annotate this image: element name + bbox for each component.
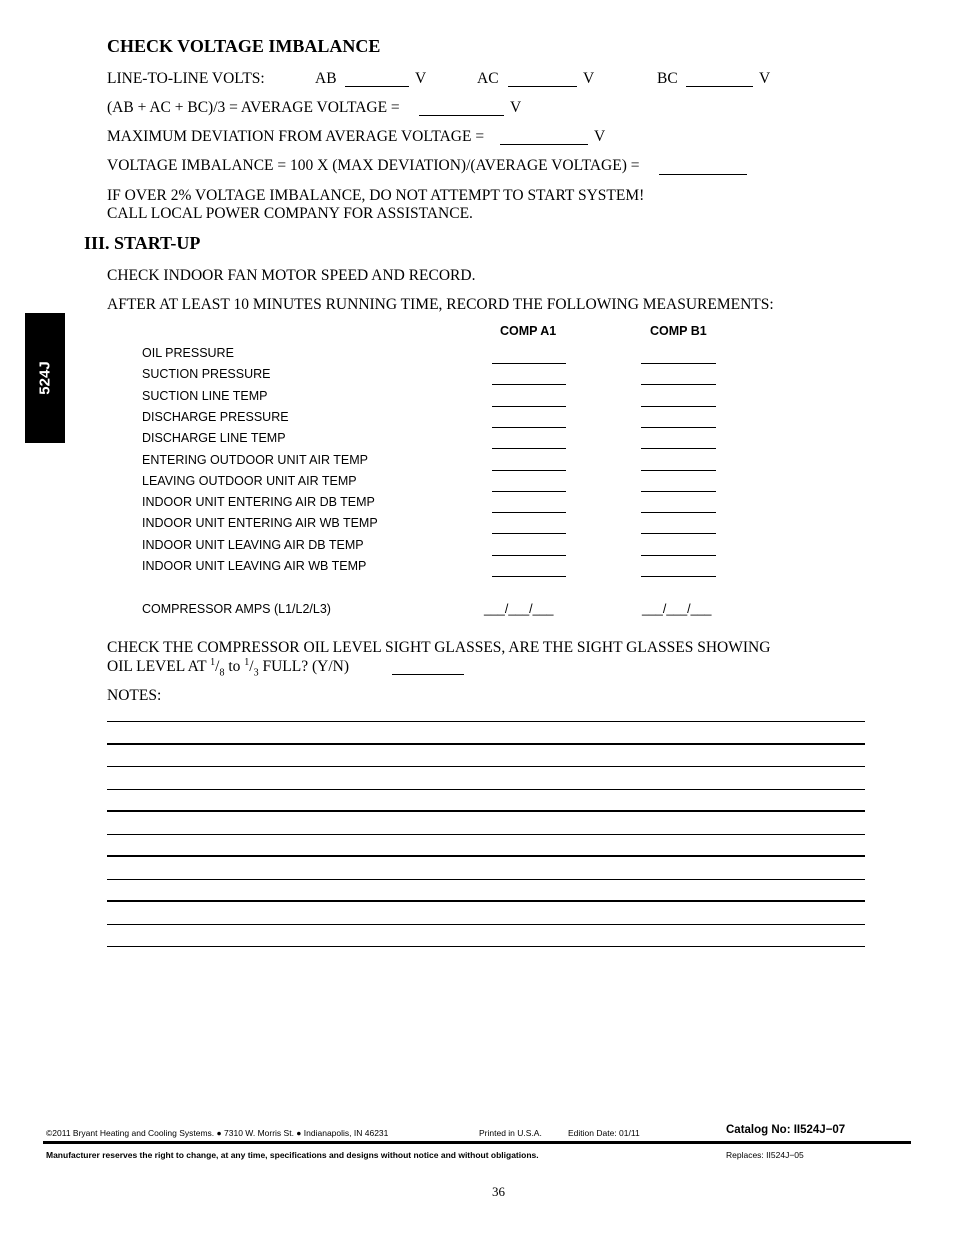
comp-a1-header: COMP A1	[500, 324, 557, 338]
comp-a1-measurement-field[interactable]	[492, 363, 566, 364]
imbalance-warning-line2: CALL LOCAL POWER COMPANY FOR ASSISTANCE.	[107, 205, 473, 222]
notes-line[interactable]	[107, 855, 865, 857]
comp-b1-measurement-field[interactable]	[641, 512, 716, 513]
record-measurements-instruction: AFTER AT LEAST 10 MINUTES RUNNING TIME, RECORD THE FOLLOWING MEASUREMENTS:	[107, 296, 774, 313]
max-deviation-field[interactable]	[500, 144, 588, 145]
measurement-label: LEAVING OUTDOOR UNIT AIR TEMP	[142, 474, 357, 488]
comp-b1-header: COMP B1	[650, 324, 707, 338]
measurement-label: INDOOR UNIT ENTERING AIR WB TEMP	[142, 516, 378, 530]
comp-a1-measurement-field[interactable]	[492, 491, 566, 492]
ac-label: AC	[477, 70, 499, 87]
notes-line[interactable]	[107, 834, 865, 835]
notes-line[interactable]	[107, 743, 865, 745]
comp-a1-measurement-field[interactable]	[492, 576, 566, 577]
compressor-amps-label: COMPRESSOR AMPS (L1/L2/L3)	[142, 602, 331, 616]
comp-a1-measurement-field[interactable]	[492, 512, 566, 513]
ac-volts-field[interactable]	[508, 86, 577, 87]
fan-speed-instruction: CHECK INDOOR FAN MOTOR SPEED AND RECORD.	[107, 267, 476, 284]
fraction-to: to	[228, 658, 241, 676]
comp-b1-measurement-field[interactable]	[641, 363, 716, 364]
comp-b1-measurement-field[interactable]	[641, 427, 716, 428]
comp-a1-measurement-field[interactable]	[492, 384, 566, 385]
notes-line[interactable]	[107, 810, 865, 812]
comp-a1-measurement-field[interactable]	[492, 555, 566, 556]
fraction-one-third-denominator: 3	[253, 667, 259, 679]
oil-level-prefix: OIL LEVEL AT	[107, 658, 207, 676]
notes-line[interactable]	[107, 946, 865, 947]
footer-printed: Printed in U.S.A.	[479, 1128, 542, 1138]
footer-disclaimer: Manufacturer reserves the right to change, at any time, specifications and designs without notice and without obligations.	[46, 1150, 539, 1160]
footer-edition-date: Edition Date: 01/11	[568, 1128, 640, 1138]
measurement-label: SUCTION PRESSURE	[142, 367, 271, 381]
footer-divider	[43, 1141, 911, 1144]
measurement-label: DISCHARGE LINE TEMP	[142, 431, 286, 445]
max-deviation-label: MAXIMUM DEVIATION FROM AVERAGE VOLTAGE =	[107, 128, 485, 145]
comp-b1-measurement-field[interactable]	[641, 576, 716, 577]
oil-level-question-line2: OIL LEVEL AT $^1/_8$ to $^1/_3$ FULL? (Y/N)	[107, 657, 350, 679]
comp-a1-measurement-field[interactable]	[492, 448, 566, 449]
notes-line[interactable]	[107, 924, 865, 925]
comp-b1-measurement-field[interactable]	[641, 406, 716, 407]
comp-a1-measurement-field[interactable]	[492, 533, 566, 534]
comp-b1-measurement-field[interactable]	[641, 470, 716, 471]
voltage-imbalance-field[interactable]	[659, 174, 747, 175]
average-voltage-field[interactable]	[419, 115, 504, 116]
fraction-one-eighth-denominator: 8	[219, 667, 225, 679]
oil-level-answer-field[interactable]	[392, 674, 464, 675]
bc-volts-field[interactable]	[686, 86, 753, 87]
comp-a1-measurement-field[interactable]	[492, 406, 566, 407]
notes-line[interactable]	[107, 721, 865, 722]
fraction-one-third-numerator: 1	[244, 657, 250, 668]
comp-b1-measurement-field[interactable]	[641, 555, 716, 556]
ab-volts-field[interactable]	[345, 86, 409, 87]
measurement-label: INDOOR UNIT LEAVING AIR DB TEMP	[142, 538, 364, 552]
bc-unit: V	[759, 70, 771, 87]
measurement-label: INDOOR UNIT LEAVING AIR WB TEMP	[142, 559, 367, 573]
comp-b1-measurement-field[interactable]	[641, 448, 716, 449]
side-tab	[25, 313, 65, 443]
voltage-section-title: CHECK VOLTAGE IMBALANCE	[107, 36, 381, 56]
notes-line[interactable]	[107, 900, 865, 902]
comp-b1-measurement-field[interactable]	[641, 384, 716, 385]
comp-a1-measurement-field[interactable]	[492, 470, 566, 471]
measurement-label: SUCTION LINE TEMP	[142, 389, 268, 403]
footer-catalog-number: Catalog No: II524J−07	[726, 1124, 846, 1136]
fraction-one-eighth-numerator: 1	[210, 657, 216, 668]
ab-label: AB	[315, 70, 337, 87]
ac-unit: V	[583, 70, 595, 87]
comp-b1-amps-field[interactable]: ___/___/___	[642, 602, 712, 616]
oil-level-suffix: FULL? (Y/N)	[262, 658, 350, 676]
side-tab-label: 524J	[36, 361, 54, 395]
notes-line[interactable]	[107, 879, 865, 880]
imbalance-warning-line1: IF OVER 2% VOLTAGE IMBALANCE, DO NOT ATTEMPT TO START SYSTEM!	[107, 187, 645, 204]
footer-replaces: Replaces: II524J−05	[726, 1150, 804, 1160]
measurement-label: ENTERING OUTDOOR UNIT AIR TEMP	[142, 453, 368, 467]
comp-a1-measurement-field[interactable]	[492, 427, 566, 428]
comp-b1-measurement-field[interactable]	[641, 491, 716, 492]
page-number: 36	[492, 1184, 505, 1199]
voltage-imbalance-label: VOLTAGE IMBALANCE = 100 X (MAX DEVIATION)/(AVERAGE VOLTAGE) =	[107, 157, 640, 174]
ab-unit: V	[415, 70, 427, 87]
measurement-label: OIL PRESSURE	[142, 346, 234, 360]
measurement-label: DISCHARGE PRESSURE	[142, 410, 289, 424]
measurement-label: INDOOR UNIT ENTERING AIR DB TEMP	[142, 495, 375, 509]
startup-section-title: III. START-UP	[84, 233, 201, 253]
notes-line[interactable]	[107, 766, 865, 767]
notes-label: NOTES:	[107, 687, 162, 704]
max-deviation-unit: V	[594, 128, 606, 145]
notes-line[interactable]	[107, 789, 865, 790]
comp-a1-amps-field[interactable]: ___/___/___	[484, 602, 554, 616]
comp-b1-measurement-field[interactable]	[641, 533, 716, 534]
average-voltage-label: (AB + AC + BC)/3 = AVERAGE VOLTAGE =	[107, 99, 400, 116]
footer-copyright: ©2011 Bryant Heating and Cooling Systems. ● 7310 W. Morris St. ● Indianapolis, IN 46231	[46, 1128, 389, 1138]
line-to-line-label: LINE-TO-LINE VOLTS:	[107, 70, 265, 87]
oil-level-question-line1: CHECK THE COMPRESSOR OIL LEVEL SIGHT GLASSES, ARE THE SIGHT GLASSES SHOWING	[107, 639, 771, 656]
average-voltage-unit: V	[510, 99, 522, 116]
bc-label: BC	[657, 70, 678, 87]
